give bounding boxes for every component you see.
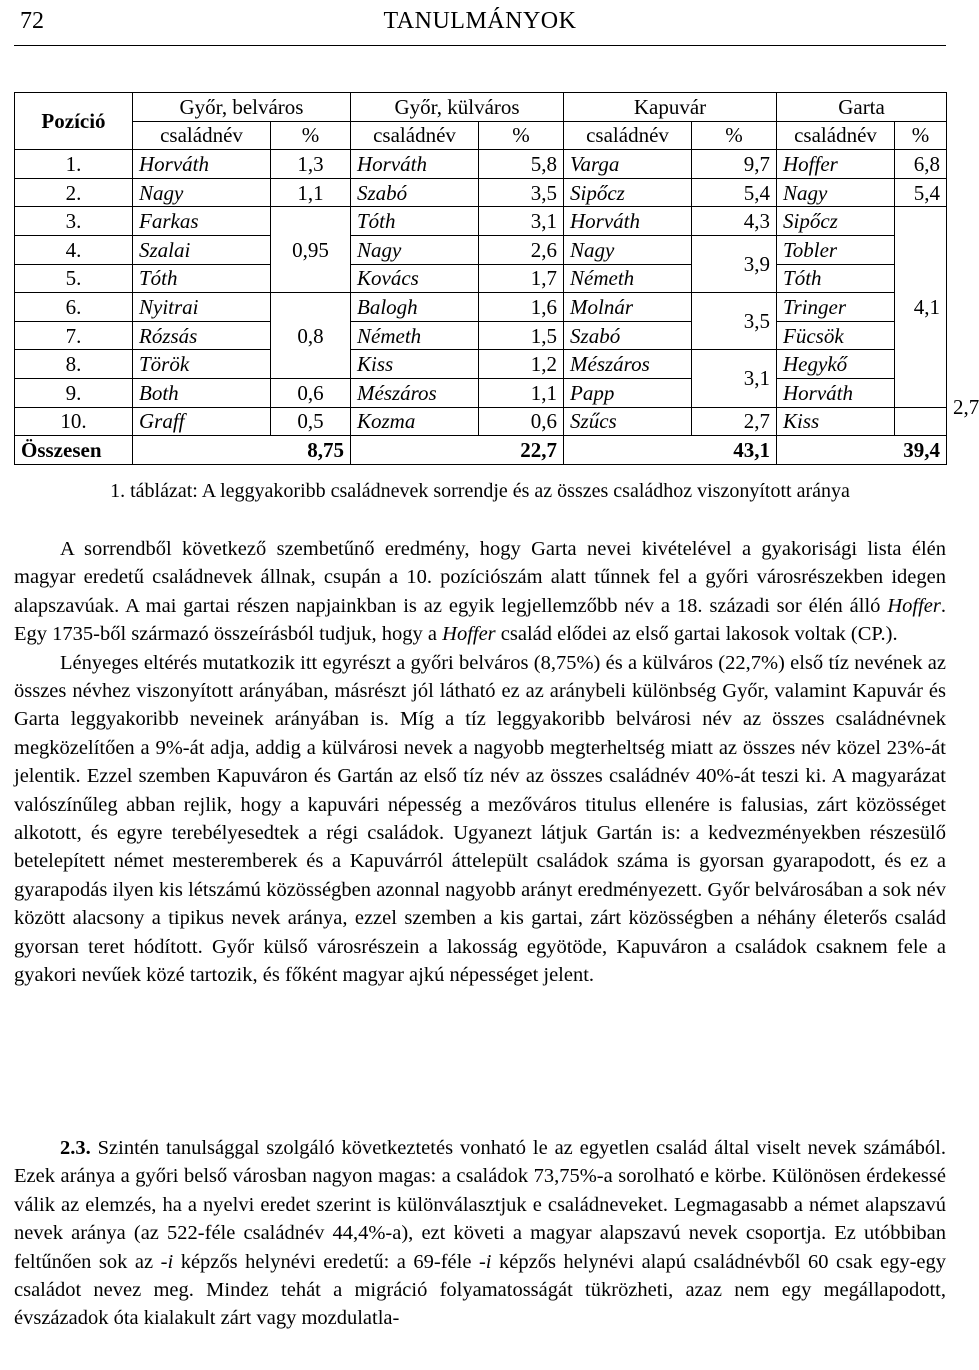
pct-cell: 1,2 bbox=[479, 350, 564, 379]
name-cell: Kovács bbox=[351, 264, 479, 293]
name-cell: Horváth bbox=[133, 150, 271, 179]
pct-cell: 1,3 bbox=[271, 150, 351, 179]
paragraph: Lényeges eltérés mutatkozik itt egyrészt a győri belváros (8,75%) és a külváros (22,7%) első tíz nevének az összes névhez viszonyított arányában, másrészt jól látható ez az aránybeli különbség Győr, valamint Kapuvár és Garta leggyakoribb neveinek arányában is. Míg a tíz leggyakoribb belvárosi név az összes családnévnek megközelítően a 9%-át adja, addig a külvárosi nevek a nagyobb megterheltség miatt az összes név közel 23%-át jelentik. Ezzel szemben Kapuváron és Gartán az első tíz név az összes családnév 40%-át teszi ki. A magyarázat valószínűleg abban rejlik, hogy a kapuvári népesség a mezőváros titulus ellenére is falusias, zárt közösséget alkotott, és egyre terebélyesedtek a régi családok. Ugyanezt látjuk Gartán is: a kedvezményekben részesülő betelepített német mesteremberek és a Kapuvárról áttelepült családok száma is gyorsan gyarapodott, és ez a gyarapodás ilyen kis létszámú közösségben azonnal nagyobb arányt eredményezett. Győr belvárosában a sok név között alacsony a tipikus nevek aránya, ezzel szemben a kis gartai, zárt közösségben a néhány életerős család gyorsan teret hódított. Győr külső városrészein a lakosság egyötöde, Kapuváron a családok csaknem fele a gyakori nevűek közé tartozik, és főként magyar ajkú népességet jelent. bbox=[14, 651, 946, 987]
name-cell: Szabó bbox=[564, 321, 692, 350]
name-cell: Molnár bbox=[564, 293, 692, 322]
name-cell: Both bbox=[133, 378, 271, 407]
table-row bbox=[15, 150, 947, 179]
name-cell: Nyitrai bbox=[133, 293, 271, 322]
total-value: 43,1 bbox=[564, 436, 777, 465]
position-header: Pozíció bbox=[15, 93, 133, 150]
name-cell: Graff bbox=[133, 407, 271, 436]
name-cell: Tóth bbox=[133, 264, 271, 293]
table-row bbox=[15, 207, 947, 236]
name-cell: Varga bbox=[564, 150, 692, 179]
pct-cell: 3,9 bbox=[692, 235, 777, 292]
pct-cell: 4,3 bbox=[692, 207, 777, 236]
position-cell: 1. bbox=[15, 150, 133, 179]
group-header: Győr, külváros bbox=[351, 93, 564, 122]
pct-cell: 1,7 bbox=[479, 264, 564, 293]
header-rule bbox=[14, 45, 946, 46]
suffix-italic: -i bbox=[478, 1250, 492, 1273]
name-cell: Hegykő bbox=[777, 350, 895, 379]
position-cell: 10. bbox=[15, 407, 133, 436]
surname-table bbox=[14, 92, 979, 465]
group-header: Győr, belváros bbox=[133, 93, 351, 122]
pct-cell: 0,6 bbox=[479, 407, 564, 436]
text-run: . Egy 1735-ből származó összeírásból tudjuk, hogy a bbox=[14, 594, 946, 646]
name-cell: Horváth bbox=[777, 378, 895, 407]
total-value: 8,75 bbox=[133, 436, 351, 465]
pct-cell: 9,7 bbox=[692, 150, 777, 179]
name-cell: Mészáros bbox=[351, 378, 479, 407]
pct-cell: 0,95 bbox=[271, 207, 351, 293]
pct-cell: 5,4 bbox=[692, 178, 777, 207]
group-header: Kapuvár bbox=[564, 93, 777, 122]
table-row bbox=[15, 321, 947, 350]
name-cell: Németh bbox=[564, 264, 692, 293]
position-cell: 8. bbox=[15, 350, 133, 379]
total-label: Összesen bbox=[15, 436, 133, 465]
table-row bbox=[15, 350, 947, 379]
paragraph bbox=[14, 1134, 946, 1333]
name-cell: Horváth bbox=[351, 150, 479, 179]
pct-cell: 3,1 bbox=[692, 350, 777, 407]
pct-cell: 0,8 bbox=[271, 293, 351, 379]
name-cell: Sipőcz bbox=[564, 178, 692, 207]
name-cell: Farkas bbox=[133, 207, 271, 236]
table-row: 9. Both 0,6 Mészáros 1,1 Papp Horváth 2,7 bbox=[15, 378, 947, 407]
pct-cell: 2,6 bbox=[479, 235, 564, 264]
subheader-pct: % bbox=[692, 121, 777, 150]
pct-cell: 3,1 bbox=[479, 207, 564, 236]
name-cell: Balogh bbox=[351, 293, 479, 322]
name-cell: Szűcs bbox=[564, 407, 692, 436]
name-cell: Sipőcz bbox=[777, 207, 895, 236]
name-cell: Szabó bbox=[351, 178, 479, 207]
pct-cell: 1,6 bbox=[479, 293, 564, 322]
name-cell: Rózsás bbox=[133, 321, 271, 350]
section-text bbox=[14, 1134, 946, 1333]
position-cell: 9. bbox=[15, 378, 133, 407]
name-cell: Tóth bbox=[351, 207, 479, 236]
table-row bbox=[15, 293, 947, 322]
name-cell: Nagy bbox=[564, 235, 692, 264]
name-cell: Kiss bbox=[351, 350, 479, 379]
body-text bbox=[14, 535, 946, 990]
subheader-name: családnév bbox=[777, 121, 895, 150]
name-cell: Horváth bbox=[564, 207, 692, 236]
pct-cell: 6,8 bbox=[895, 150, 947, 179]
position-cell: 2. bbox=[15, 178, 133, 207]
table-row bbox=[15, 178, 947, 207]
position-cell: 5. bbox=[15, 264, 133, 293]
name-cell: Kozma bbox=[351, 407, 479, 436]
table-row bbox=[15, 235, 947, 264]
text-run: A sorrendből következő szembetűnő eredmény, hogy Garta nevei kivételével a gyakorisági lista élén magyar eredetű családnevek állnak, csupán a 10. pozíciószám alatt tűnnek fel a győri városrészekben idegen alapszavúak. A mai gartai részen napjainkban is az egyik legjellemzőbb név a 18. századi sor élén álló bbox=[14, 538, 946, 617]
section-number: 2.3. bbox=[60, 1137, 91, 1159]
name-cell: Papp bbox=[564, 378, 692, 407]
pct-cell: 0,5 bbox=[271, 407, 351, 436]
name-cell: Kiss bbox=[777, 407, 895, 436]
subheader-pct: % bbox=[271, 121, 351, 150]
pct-cell: 1,1 bbox=[271, 178, 351, 207]
name-cell: Szalai bbox=[133, 235, 271, 264]
paragraph bbox=[14, 535, 946, 649]
pct-cell: 3,5 bbox=[692, 293, 777, 350]
subheader-pct: % bbox=[895, 121, 947, 150]
page-header bbox=[14, 4, 946, 38]
surname-italic: Hoffer bbox=[887, 594, 941, 617]
suffix-italic: -i bbox=[160, 1250, 174, 1273]
table-row bbox=[15, 264, 947, 293]
position-cell: 4. bbox=[15, 235, 133, 264]
table-header-row bbox=[15, 93, 947, 122]
position-cell: 6. bbox=[15, 293, 133, 322]
surname-italic: Hoffer bbox=[442, 623, 496, 646]
name-cell: Nagy bbox=[351, 235, 479, 264]
pct-cell: 1,1 bbox=[479, 378, 564, 407]
text-run: képzős helynévi alapú családnévből 60 csak egy-egy családot nevez meg. Mindez tehát a migráció folyamatosságát tükrözheti, azaz nem egy megállapodott, évszázadok óta kialakult zárt vagy mozdulatla- bbox=[14, 1250, 946, 1330]
pct-cell: 3,5 bbox=[479, 178, 564, 207]
text-run: család elődei az első gartai lakosok voltak (CP.). bbox=[495, 623, 898, 646]
total-value: 22,7 bbox=[351, 436, 564, 465]
pct-cell: 5,4 bbox=[895, 178, 947, 207]
running-title: TANULMÁNYOK bbox=[383, 8, 577, 34]
subheader-pct: % bbox=[479, 121, 564, 150]
name-cell: Fücsök bbox=[777, 321, 895, 350]
name-cell: Tobler bbox=[777, 235, 895, 264]
subheader-name: családnév bbox=[133, 121, 271, 150]
name-cell: Németh bbox=[351, 321, 479, 350]
table-row bbox=[15, 407, 947, 436]
table-subheader-row bbox=[15, 121, 947, 150]
pct-cell: 2,7 bbox=[692, 407, 777, 436]
position-cell: 3. bbox=[15, 207, 133, 236]
position-cell: 7. bbox=[15, 321, 133, 350]
name-cell: Tringer bbox=[777, 293, 895, 322]
name-cell: Nagy bbox=[133, 178, 271, 207]
name-cell: Hoffer bbox=[777, 150, 895, 179]
text-run: Szintén tanulsággal szolgáló következtetés vonható le az egyetlen család által viselt nevek számából. Ezek aránya a győri belső városban nagyon magas: a családok 73,75%-a sorolható e körbe. Különösen érdekessé válik az elemzés, ha a nyelvi eredet szerint is különválasztjuk e családneveket. Legmagasabb a német alapszavú nevek aránya (az 522-féle családnév 44,4%-a), ezt követi a magyar alapszavú nevek csoportja. Ez utóbbiban feltűnően sok az bbox=[14, 1137, 946, 1273]
name-cell: Tóth bbox=[777, 264, 895, 293]
pct-cell: 1,5 bbox=[479, 321, 564, 350]
group-header: Garta bbox=[777, 93, 947, 122]
subheader-name: családnév bbox=[351, 121, 479, 150]
subheader-name: családnév bbox=[564, 121, 692, 150]
text-run: képzős helynévi eredetű: a 69-féle bbox=[173, 1250, 479, 1273]
page-number: 72 bbox=[20, 8, 44, 34]
pct-cell: 5,8 bbox=[479, 150, 564, 179]
name-cell: Török bbox=[133, 350, 271, 379]
name-cell: Nagy bbox=[777, 178, 895, 207]
pct-cell: 0,6 bbox=[271, 378, 351, 407]
name-cell: Mészáros bbox=[564, 350, 692, 379]
table-total-row bbox=[15, 436, 947, 465]
pct-cell: 4,1 bbox=[895, 207, 947, 407]
table-caption: 1. táblázat: A leggyakoribb családnevek sorrendje és az összes családhoz viszonyított aránya bbox=[110, 480, 850, 502]
total-value: 39,4 bbox=[777, 436, 947, 465]
